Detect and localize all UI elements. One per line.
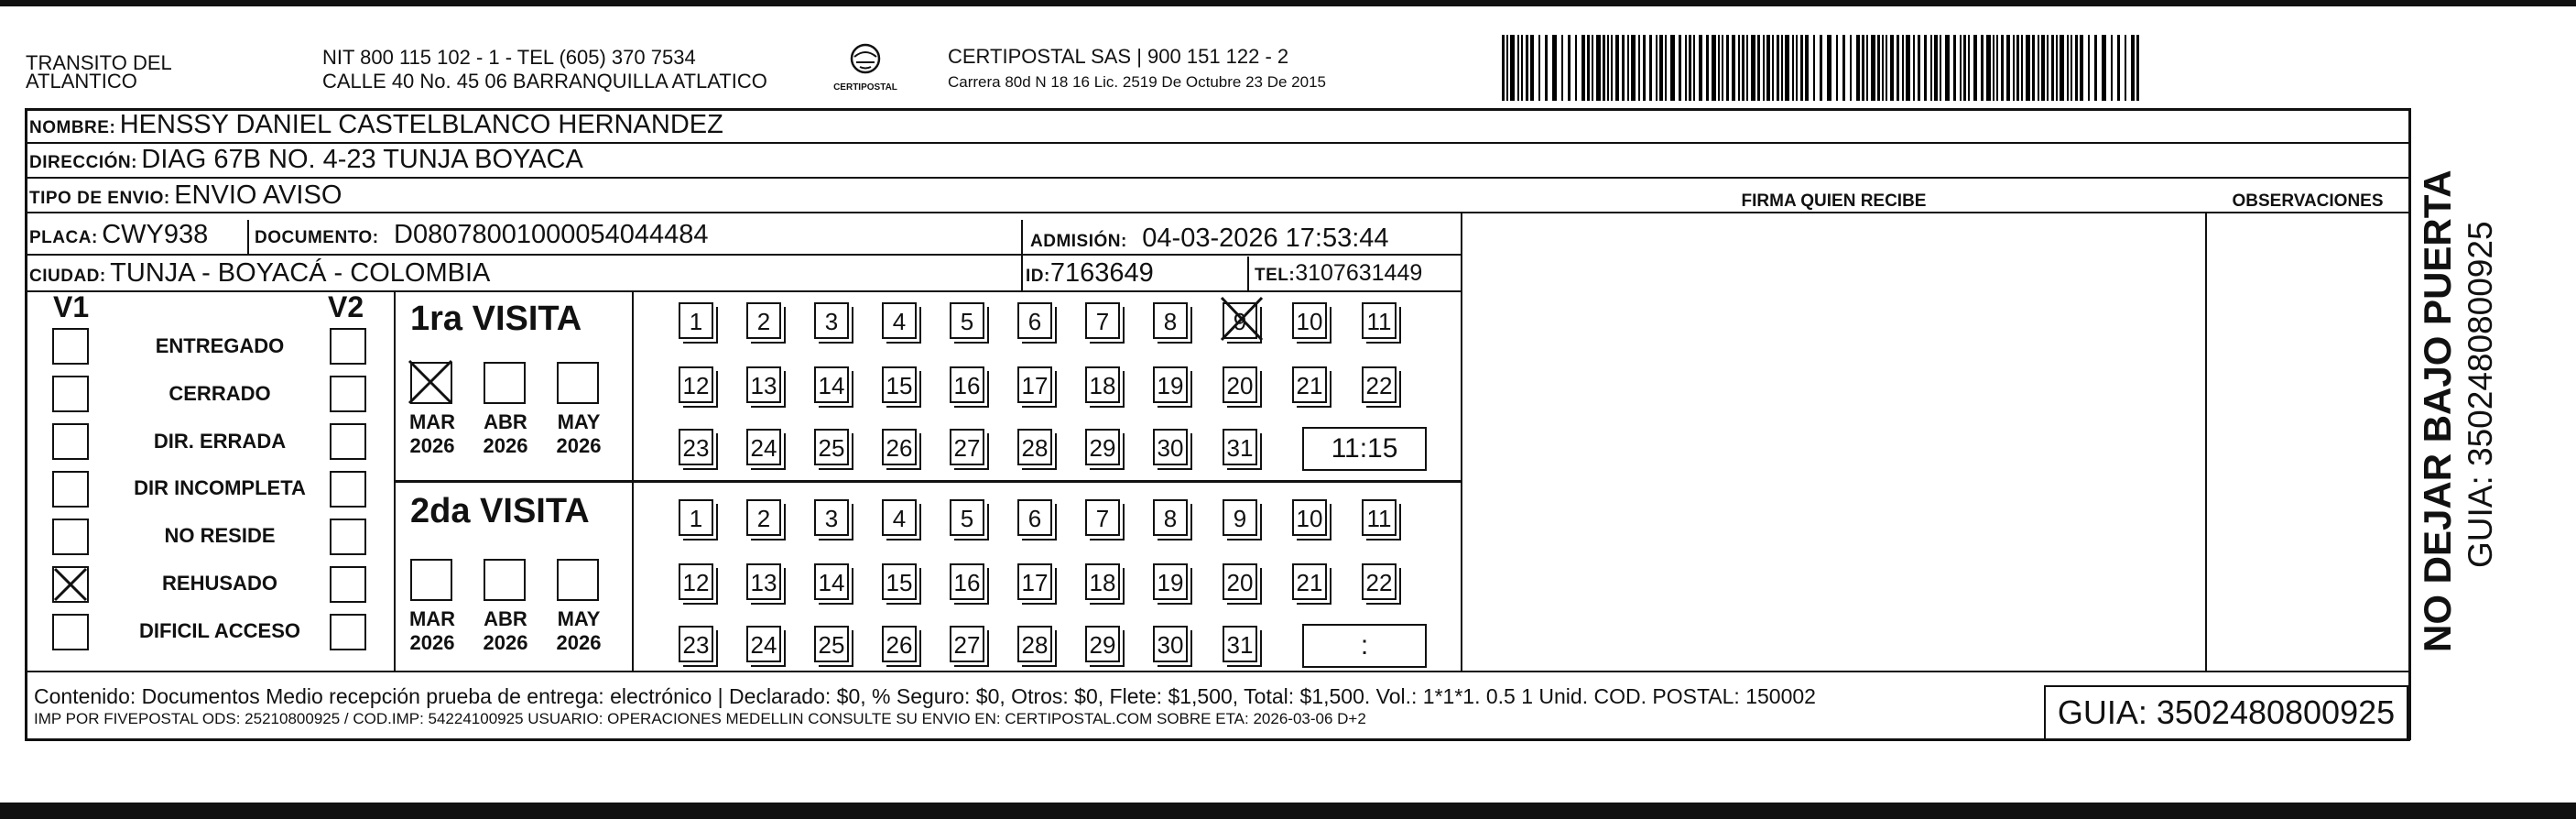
v1-header: V1: [53, 290, 90, 323]
barcode: [1502, 35, 2184, 101]
scan-edge-top: [0, 0, 2576, 6]
day-box[interactable]: 25: [814, 626, 849, 662]
day-box[interactable]: 1: [679, 499, 713, 536]
day-box[interactable]: 6: [1017, 302, 1052, 339]
visit-time[interactable]: 11:15: [1302, 427, 1427, 471]
day-box[interactable]: 31: [1223, 626, 1257, 662]
documento-field: [255, 221, 709, 253]
x-mark: [407, 358, 454, 406]
day-box[interactable]: 9: [1223, 499, 1257, 536]
firma-header: FIRMA QUIEN RECIBE: [1741, 191, 1927, 211]
month-year: 2026: [556, 434, 602, 457]
status-v2-checkbox[interactable]: [330, 328, 366, 365]
status-v1-checkbox[interactable]: [52, 471, 89, 508]
day-box[interactable]: 12: [679, 366, 713, 403]
admision-label: ADMISIÓN:: [1030, 232, 1127, 251]
day-box[interactable]: 13: [746, 563, 781, 600]
documento-value: D08078001000054044484: [394, 220, 709, 249]
tipo-envio-field: [29, 181, 342, 213]
day-box[interactable]: 22: [1362, 366, 1397, 403]
col-divider: [2205, 212, 2207, 672]
month-checkbox[interactable]: [557, 559, 599, 601]
address-line: CALLE 40 No. 45 06 BARRANQUILLA ATLATICO: [322, 70, 767, 93]
month-year: 2026: [556, 631, 602, 654]
day-box[interactable]: 10: [1292, 499, 1327, 536]
day-box[interactable]: 1: [679, 302, 713, 339]
status-v2-checkbox[interactable]: [330, 471, 366, 508]
footer-divider: [25, 671, 2410, 672]
certipostal-line: CERTIPOSTAL SAS | 900 151 122 - 2: [948, 45, 1289, 68]
side-guia: GUIA: 3502480800925: [2462, 221, 2499, 568]
month-checkbox[interactable]: [557, 362, 599, 404]
day-box[interactable]: 29: [1085, 429, 1120, 465]
x-mark: [52, 566, 89, 603]
day-box[interactable]: 20: [1223, 366, 1257, 403]
day-box[interactable]: 15: [882, 563, 917, 600]
month-name: MAR: [408, 410, 456, 433]
footer-print-line: IMP POR FIVEPOSTAL ODS: 25210800925 / COD.IMP: 54224100925 USUARIO: OPERACIONES MEDELLIN CONSULTE SU ENVIO EN: CERTIPOSTAL.COM SOBRE ETA: 2026-03-06 D+2: [34, 710, 1366, 727]
day-box[interactable]: 13: [746, 366, 781, 403]
admision-field: [1030, 224, 1389, 257]
day-box[interactable]: 27: [950, 626, 984, 662]
month-year: 2026: [483, 434, 528, 457]
direccion-label: DIRECCIÓN:: [29, 153, 137, 172]
visit-time[interactable]: :: [1302, 624, 1427, 668]
day-box[interactable]: 19: [1153, 563, 1188, 600]
status-v2-checkbox[interactable]: [330, 614, 366, 650]
month-name: MAY: [557, 410, 601, 433]
day-box[interactable]: 5: [950, 302, 984, 339]
day-box[interactable]: 11: [1362, 302, 1397, 339]
day-box[interactable]: 7: [1085, 302, 1120, 339]
status-label: CERRADO: [168, 382, 271, 405]
day-box[interactable]: 5: [950, 499, 984, 536]
month-name: MAR: [408, 607, 456, 630]
row-divider: [25, 212, 2410, 213]
month-year: 2026: [483, 631, 528, 654]
placa-value: CWY938: [102, 220, 209, 249]
visit-2-title: 2da VISITA: [410, 492, 590, 530]
day-box[interactable]: 27: [950, 429, 984, 465]
day-box[interactable]: 22: [1362, 563, 1397, 600]
status-label: DIR. ERRADA: [153, 430, 287, 453]
day-box[interactable]: 24: [746, 429, 781, 465]
day-box[interactable]: 21: [1292, 366, 1327, 403]
v2-header: V2: [328, 290, 364, 323]
status-v1-checkbox[interactable]: [52, 519, 89, 555]
day-box[interactable]: 8: [1153, 499, 1188, 536]
month-name: ABR: [484, 607, 527, 630]
day-box[interactable]: 3: [814, 302, 849, 339]
day-box[interactable]: 17: [1017, 563, 1052, 600]
tipo-envio-label: TIPO DE ENVIO:: [29, 189, 170, 208]
day-box[interactable]: 18: [1085, 366, 1120, 403]
nombre-value: HENSSY DANIEL CASTELBLANCO HERNANDEZ: [119, 110, 723, 139]
documento-label: DOCUMENTO:: [255, 228, 379, 247]
x-mark: [1219, 295, 1265, 343]
day-box[interactable]: 14: [814, 366, 849, 403]
day-box[interactable]: 30: [1153, 626, 1188, 662]
day-box[interactable]: 23: [679, 626, 713, 662]
day-box[interactable]: 20: [1223, 563, 1257, 600]
footer-content-line: Contenido: Documentos Medio recepción prueba de entrega: electrónico | Declarado: $0, % Seguro: $0, Otros: $0, Flete: $1,500, Total: $1,500. Vol.: 1*1*1. 0.5 1 Unid. COD. POSTAL: 150002: [34, 684, 1816, 708]
month-label: [403, 410, 462, 458]
day-box[interactable]: 16: [950, 563, 984, 600]
day-box[interactable]: 28: [1017, 429, 1052, 465]
ciudad-label: CIUDAD:: [29, 267, 106, 286]
status-v2-checkbox[interactable]: [330, 376, 366, 412]
day-box[interactable]: 6: [1017, 499, 1052, 536]
tipo-envio-value: ENVIO AVISO: [174, 180, 342, 210]
day-box[interactable]: 18: [1085, 563, 1120, 600]
day-box[interactable]: 12: [679, 563, 713, 600]
month-label: [549, 410, 608, 458]
id-field: [1026, 259, 1154, 291]
observaciones-header: OBSERVACIONES: [2232, 191, 2384, 211]
visit-1-title: 1ra VISITA: [410, 300, 582, 338]
scan-edge-bottom: [0, 803, 2576, 819]
month-name: MAY: [557, 607, 601, 630]
month-label: [476, 410, 535, 458]
col-divider: [247, 220, 249, 254]
day-box[interactable]: 2: [746, 302, 781, 339]
day-box[interactable]: 15: [882, 366, 917, 403]
col-divider: [1247, 257, 1249, 290]
ciudad-value: TUNJA - BOYACÁ - COLOMBIA: [110, 258, 491, 288]
month-label: [549, 607, 608, 655]
status-v1-checkbox[interactable]: [52, 376, 89, 412]
status-v1-checkbox[interactable]: [52, 423, 89, 460]
day-box[interactable]: 2: [746, 499, 781, 536]
direccion-value: DIAG 67B NO. 4-23 TUNJA BOYACA: [141, 145, 583, 174]
day-box[interactable]: 31: [1223, 429, 1257, 465]
day-box[interactable]: 26: [882, 626, 917, 662]
status-label: REHUSADO: [162, 572, 277, 595]
day-box[interactable]: 28: [1017, 626, 1052, 662]
visit-divider: [394, 480, 1461, 483]
day-box[interactable]: 14: [814, 563, 849, 600]
status-label: ENTREGADO: [155, 334, 285, 357]
day-box[interactable]: 10: [1292, 302, 1327, 339]
tel-field: [1255, 259, 1422, 290]
col-divider: [1021, 220, 1023, 290]
day-box[interactable]: 16: [950, 366, 984, 403]
day-box[interactable]: 23: [679, 429, 713, 465]
status-label: NO RESIDE: [164, 524, 276, 547]
day-box[interactable]: 4: [882, 302, 917, 339]
svg-text:CERTIPOSTAL: CERTIPOSTAL: [833, 82, 897, 93]
day-box[interactable]: 30: [1153, 429, 1188, 465]
month-year: 2026: [409, 631, 455, 654]
day-box[interactable]: 24: [746, 626, 781, 662]
month-label: [403, 607, 462, 655]
month-checkbox[interactable]: [484, 559, 526, 601]
guia-box: GUIA: 3502480800925: [2044, 685, 2408, 740]
month-checkbox[interactable]: [484, 362, 526, 404]
ciudad-field: [29, 259, 490, 291]
day-box[interactable]: 26: [882, 429, 917, 465]
status-v2-checkbox[interactable]: [330, 566, 366, 603]
certipostal-logo: [829, 38, 902, 104]
placa-label: PLACA:: [29, 228, 98, 247]
no-dejar-warning: NO DEJAR BAJO PUERTA: [2416, 169, 2459, 652]
id-label: ID:: [1026, 267, 1050, 286]
day-box[interactable]: 29: [1085, 626, 1120, 662]
form-right-border: [2408, 108, 2411, 740]
form-left-border: [25, 108, 27, 740]
status-label: DIFICIL ACCESO: [138, 619, 300, 642]
col-divider: [1461, 212, 1462, 672]
day-box[interactable]: 17: [1017, 366, 1052, 403]
status-label: DIR INCOMPLETA: [134, 476, 306, 499]
tel-label: TEL:: [1255, 266, 1296, 285]
status-v1-checkbox[interactable]: [52, 614, 89, 650]
placa-field: [29, 221, 208, 253]
nombre-field: [29, 111, 723, 143]
day-box[interactable]: 11: [1362, 499, 1397, 536]
status-v2-checkbox[interactable]: [330, 519, 366, 555]
day-box[interactable]: 8: [1153, 302, 1188, 339]
admision-value: 04-03-2026 17:53:44: [1142, 224, 1389, 253]
status-v1-checkbox[interactable]: [52, 328, 89, 365]
company-name-line2: ATLANTICO: [26, 70, 137, 93]
nit-line: NIT 800 115 102 - 1 - TEL (605) 370 7534: [322, 46, 696, 69]
month-name: ABR: [484, 410, 527, 433]
certipostal-address: Carrera 80d N 18 16 Lic. 2519 De Octubre 23 De 2015: [948, 73, 1326, 91]
day-box[interactable]: 4: [882, 499, 917, 536]
day-box[interactable]: 9: [1223, 302, 1257, 339]
month-label: [476, 607, 535, 655]
nombre-label: NOMBRE:: [29, 118, 116, 137]
day-box[interactable]: 7: [1085, 499, 1120, 536]
status-v2-checkbox[interactable]: [330, 423, 366, 460]
day-box[interactable]: 21: [1292, 563, 1327, 600]
month-checkbox[interactable]: [410, 559, 452, 601]
company-name-line1: TRANSITO DEL: [26, 51, 172, 74]
day-box[interactable]: 19: [1153, 366, 1188, 403]
tel-value: 3107631449: [1295, 260, 1423, 286]
id-value: 7163649: [1049, 258, 1154, 288]
month-year: 2026: [409, 434, 455, 457]
day-box[interactable]: 25: [814, 429, 849, 465]
direccion-field: [29, 146, 583, 178]
day-box[interactable]: 3: [814, 499, 849, 536]
